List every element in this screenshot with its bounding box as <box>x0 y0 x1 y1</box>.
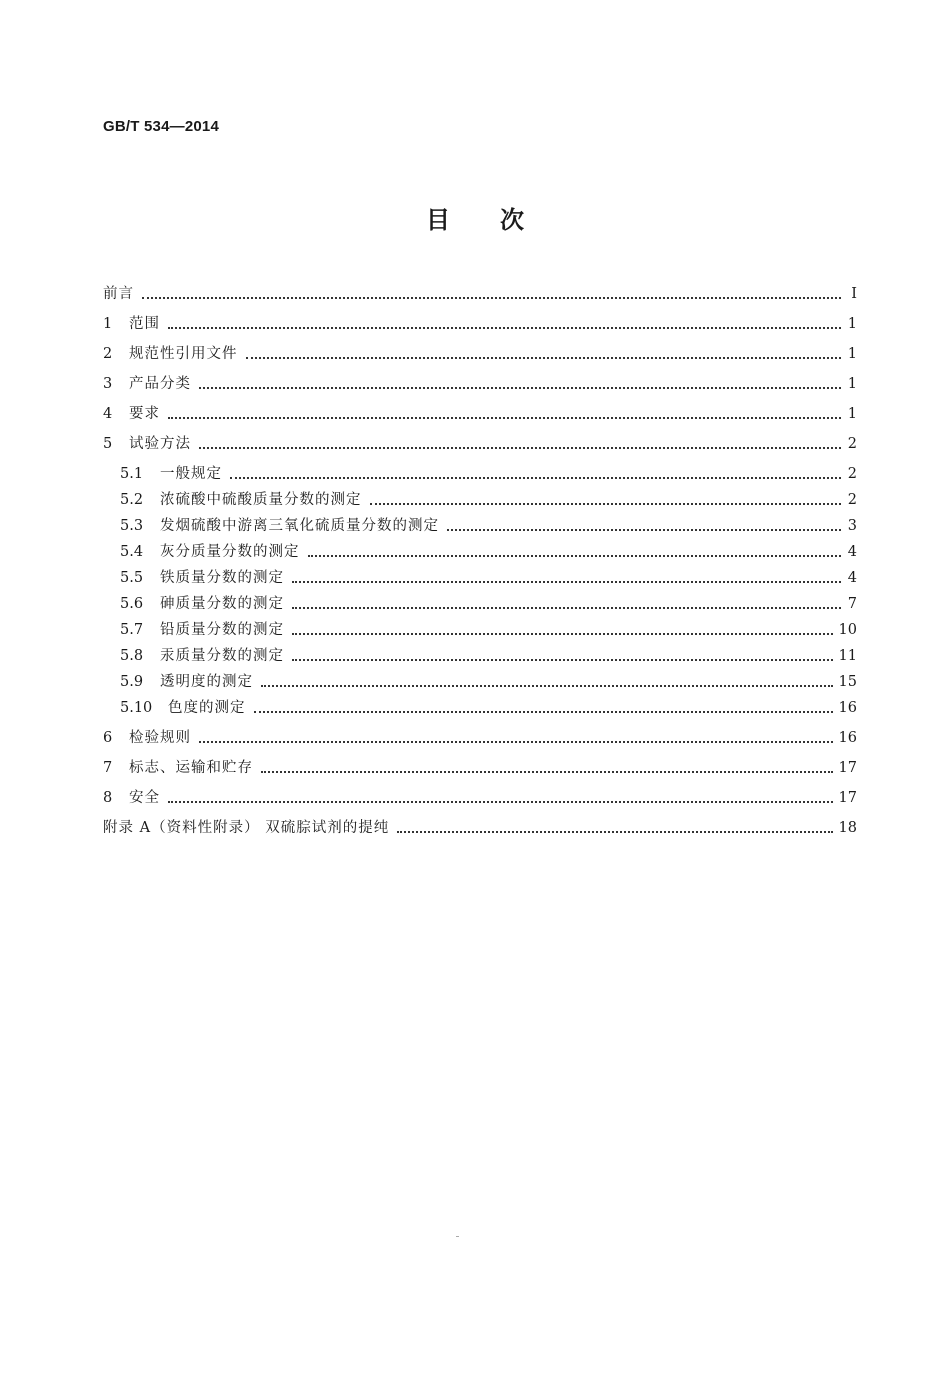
leader-dots <box>254 710 833 713</box>
toc-label: 砷质量分数的测定 <box>160 596 284 612</box>
toc-number: 5.9 <box>120 674 144 690</box>
toc-page-number: 16 <box>838 700 857 716</box>
toc-label: 要求 <box>129 406 160 422</box>
toc-entry-4[interactable] <box>103 403 857 425</box>
toc-label: 色度的测定 <box>168 700 246 716</box>
toc-page-number: 2 <box>847 492 857 508</box>
toc-entry-2[interactable] <box>103 343 857 365</box>
toc-number: 5.8 <box>120 648 144 664</box>
toc-label: 安全 <box>129 790 160 806</box>
leader-dots <box>199 386 841 389</box>
toc-page-number: 4 <box>847 544 857 560</box>
toc-entry-foreword[interactable] <box>103 283 857 305</box>
toc-label: 铁质量分数的测定 <box>160 570 284 586</box>
leader-dots <box>292 632 833 635</box>
leader-dots <box>199 446 841 449</box>
toc-label: 标志、运输和贮存 <box>129 760 253 776</box>
toc-page-number: 7 <box>847 596 857 612</box>
toc-label: 试验方法 <box>129 436 191 452</box>
toc-label: 规范性引用文件 <box>129 346 238 362</box>
scan-speck <box>456 1236 459 1237</box>
toc-page-number: 10 <box>838 622 857 638</box>
toc-number: 5 <box>103 436 113 452</box>
toc-entry-5[interactable] <box>103 433 857 455</box>
leader-dots <box>168 416 841 419</box>
toc-entry-6[interactable] <box>103 727 857 749</box>
toc-entry-5-2[interactable] <box>120 489 857 511</box>
toc-page-number: 1 <box>847 406 857 422</box>
leader-dots <box>230 476 841 479</box>
toc-entry-7[interactable] <box>103 757 857 779</box>
leader-dots <box>168 326 841 329</box>
toc-entry-5-6[interactable] <box>120 593 857 615</box>
toc-label: 发烟硫酸中游离三氧化硫质量分数的测定 <box>160 518 439 534</box>
leader-dots <box>168 800 833 803</box>
leader-dots <box>261 770 833 773</box>
toc-number: 2 <box>103 346 113 362</box>
toc-entry-5-10[interactable] <box>120 697 857 719</box>
toc-page-number: 2 <box>847 436 857 452</box>
toc-entry-5-4[interactable] <box>120 541 857 563</box>
leader-dots <box>292 606 841 609</box>
toc-page-number: 1 <box>847 346 857 362</box>
leader-dots <box>199 740 833 743</box>
leader-dots <box>308 554 842 557</box>
toc-page-number: 17 <box>838 790 857 806</box>
toc-entry-5-9[interactable] <box>120 671 857 693</box>
leader-dots <box>370 502 842 505</box>
toc-label: 铅质量分数的测定 <box>160 622 284 638</box>
toc-label: 汞质量分数的测定 <box>160 648 284 664</box>
page-title: 目次 <box>426 205 574 234</box>
toc-entry-5-7[interactable] <box>120 619 857 641</box>
toc-page-number: 17 <box>838 760 857 776</box>
toc-label: 浓硫酸中硫酸质量分数的测定 <box>160 492 362 508</box>
toc-entry-5-5[interactable] <box>120 567 857 589</box>
toc-page-number: 18 <box>838 820 857 836</box>
leader-dots <box>292 658 833 661</box>
toc-number: 4 <box>103 406 113 422</box>
toc-number: 5.3 <box>120 518 144 534</box>
leader-dots <box>142 296 841 299</box>
toc-page-number: 1 <box>847 376 857 392</box>
leader-dots <box>397 830 832 833</box>
toc-page-number: 1 <box>847 316 857 332</box>
toc-label: 前言 <box>103 286 134 302</box>
toc-number: 3 <box>103 376 113 392</box>
toc-page-number: Ⅰ <box>851 286 857 302</box>
toc-page-number: 4 <box>847 570 857 586</box>
toc-page-number: 11 <box>838 648 857 664</box>
toc-number: 8 <box>103 790 113 806</box>
toc-entry-5-8[interactable] <box>120 645 857 667</box>
leader-dots <box>261 684 833 687</box>
toc-entry-5-3[interactable] <box>120 515 857 537</box>
toc-label: 透明度的测定 <box>160 674 253 690</box>
standard-code: GB/T 534—2014 <box>103 118 219 135</box>
toc-entry-5-1[interactable] <box>120 463 857 485</box>
toc-page-number: 15 <box>838 674 857 690</box>
toc-number: 5.6 <box>120 596 144 612</box>
toc-number: 5.1 <box>120 466 144 482</box>
toc-label: 检验规则 <box>129 730 191 746</box>
leader-dots <box>447 528 841 531</box>
toc-label: 附录 A（资料性附录） 双硫腙试剂的提纯 <box>103 820 390 836</box>
toc-number: 1 <box>103 316 113 332</box>
toc-number: 5.7 <box>120 622 144 638</box>
toc-entry-8[interactable] <box>103 787 857 809</box>
leader-dots <box>292 580 841 583</box>
toc-label: 灰分质量分数的测定 <box>160 544 300 560</box>
toc-page-number: 2 <box>847 466 857 482</box>
toc-number: 5.2 <box>120 492 144 508</box>
toc-entry-1[interactable] <box>103 313 857 335</box>
toc-label: 产品分类 <box>129 376 191 392</box>
leader-dots <box>246 356 842 359</box>
toc-number: 5.5 <box>120 570 144 586</box>
toc-number: 7 <box>103 760 113 776</box>
toc-number: 6 <box>103 730 113 746</box>
toc-number: 5.4 <box>120 544 144 560</box>
toc-label: 一般规定 <box>160 466 222 482</box>
toc-page-number: 16 <box>838 730 857 746</box>
toc-label: 范围 <box>129 316 160 332</box>
toc-entry-annex-a[interactable] <box>103 817 857 839</box>
toc-page-number: 3 <box>847 518 857 534</box>
toc-entry-3[interactable] <box>103 373 857 395</box>
toc-number: 5.10 <box>120 700 153 716</box>
